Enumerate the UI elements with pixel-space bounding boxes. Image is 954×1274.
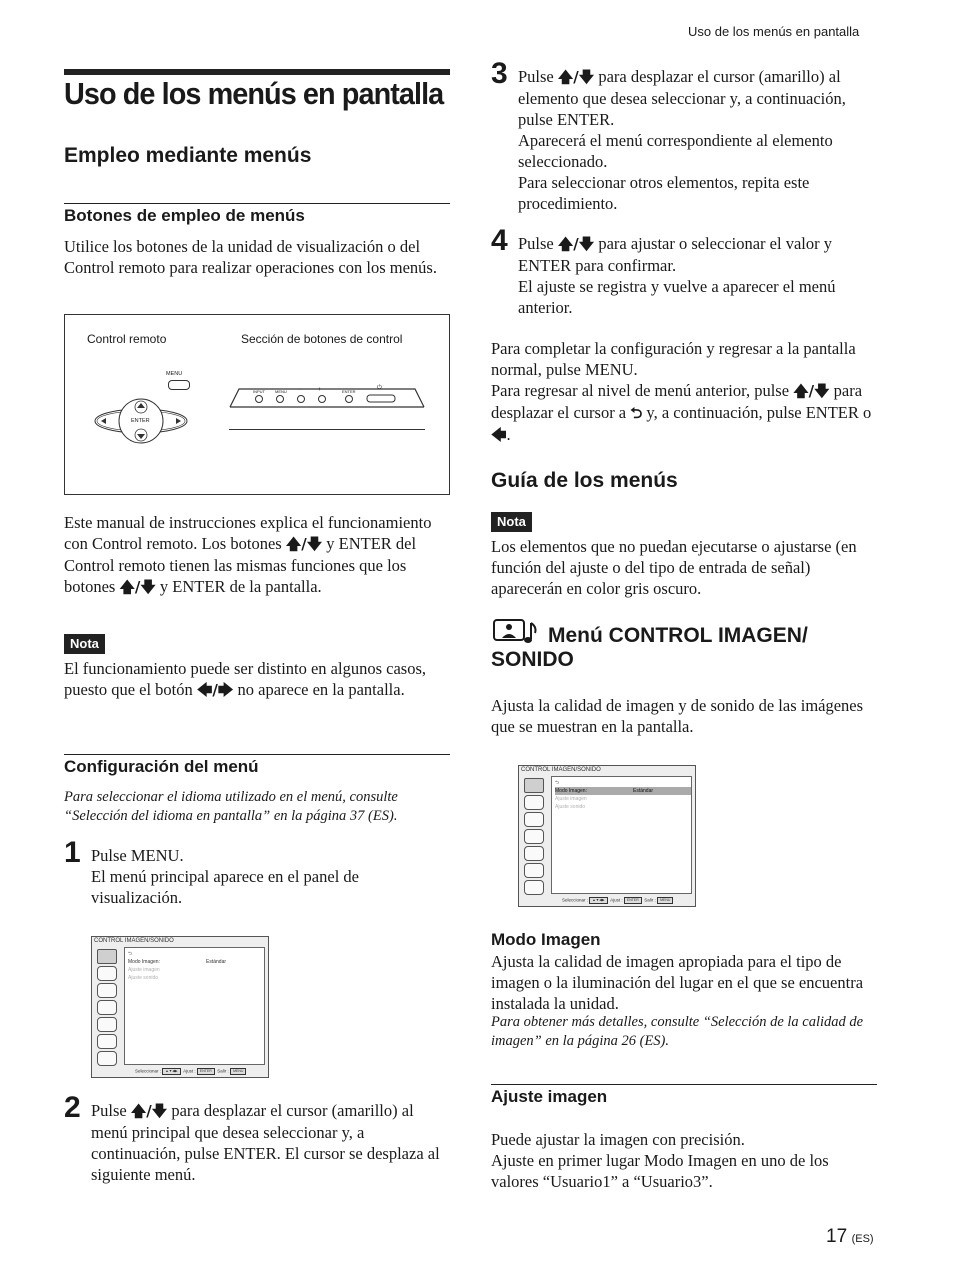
guide-nota-paragraph: Los elementos que no puedan ejecutarse o ajustarse (en función del ajuste o del tipo de entrada de señal) aparecerán en color gris oscuro. <box>491 537 857 598</box>
page-number: 17 (ES) <box>826 1226 874 1247</box>
menu-icon <box>524 880 544 895</box>
return-icon: ⮌ <box>630 404 643 422</box>
menu-icon <box>97 983 117 998</box>
language-note: Para seleccionar el idioma utilizado en el menú, consulte “Selección del idioma en pantalla” en la página 37 (ES). <box>64 789 398 824</box>
up-down-arrows-icon: 🡅/🡇 <box>557 235 595 253</box>
menu-footer: Seleccionar : ▲▼◀▶ Ajust : ENTER Salir : MENU <box>135 1068 246 1075</box>
up-down-arrows-icon: 🡅/🡇 <box>557 68 595 86</box>
menu-row: Ajuste imagen <box>555 796 587 802</box>
menu-sidebar <box>95 947 120 1065</box>
menu-title: CONTROL IMAGEN/SONIDO <box>94 938 174 944</box>
botones-paragraph: Utilice los botones de la unidad de visualización o del Control remoto para realizar operaciones con los menús. <box>64 237 437 277</box>
up-down-arrows-icon: 🡅/🡇 <box>119 578 156 596</box>
left-right-arrows-icon: 🡄/🡆 <box>196 681 234 699</box>
left-arrow-icon: 🡄 <box>491 426 507 444</box>
picture-sound-icon <box>97 949 117 964</box>
panel-label-power: ⏻ <box>377 385 382 391</box>
panel-base-line <box>229 429 425 430</box>
panel-label-menu: MENU <box>275 389 287 394</box>
section-heading-empleo: Empleo mediante menús <box>64 144 312 167</box>
buttons-figure <box>64 314 450 495</box>
menu-icon <box>97 1000 117 1015</box>
menu-row: ⮌ <box>128 951 133 957</box>
menu-row: Ajuste imagen <box>128 967 160 973</box>
menu-icon <box>524 829 544 844</box>
menu-icon <box>524 795 544 810</box>
menu-footer: Seleccionar : ▲▼◀▶ Ajust : ENTER Salir : MENU <box>562 897 673 904</box>
up-down-arrows-icon: 🡅/🡇 <box>793 382 830 400</box>
menu-intro-paragraph: Ajusta la calidad de imagen y de sonido de las imágenes que se muestran en la pantalla. <box>491 696 864 736</box>
menu-screenshot <box>91 936 269 1078</box>
subheading-ajuste-imagen: Ajuste imagen <box>491 1087 608 1106</box>
menu-row: ⮌ <box>555 780 560 786</box>
menu-heading-line1: Menú CONTROL IMAGEN/ <box>548 624 808 647</box>
manual-paragraph: Este manual de instrucciones explica el funcionamiento con Control remoto. Los botones 🡅/🡇 y ENTER del Control remoto tienen las mismas funciones que los botones 🡅/🡇 y ENTER de la pantalla. <box>64 513 432 596</box>
running-header: Uso de los menús en pantalla <box>688 24 860 39</box>
remote-menu-button <box>168 380 190 390</box>
figure-label-remote: Control remoto <box>87 332 167 346</box>
menu-icon <box>97 1017 117 1032</box>
menu-row-selected: Modo Imagen: Estándar <box>555 787 691 795</box>
page-title: Uso de los menús en pantalla <box>64 76 444 111</box>
nota-badge: Nota <box>491 512 532 532</box>
nota-paragraph: El funcionamiento puede ser distinto en algunos casos, puesto que el botón 🡄/🡆 no aparece en la pantalla. <box>64 659 427 699</box>
step-number-2: 2 <box>64 1091 81 1124</box>
menu-icon <box>97 1034 117 1049</box>
modo-imagen-paragraph: Ajusta la calidad de imagen apropiada para el tipo de imagen o la iluminación del lugar en el que se encuentra instalada la unidad. <box>491 952 864 1013</box>
remote-enter-label: ENTER <box>131 418 150 424</box>
section-heading-guia: Guía de los menús <box>491 469 678 492</box>
menu-icon <box>97 966 117 981</box>
step-number-4: 4 <box>491 224 508 257</box>
nota-badge: Nota <box>64 634 105 654</box>
step-1-text: Pulse MENU. El menú principal aparece en el panel de visualización. <box>91 846 359 907</box>
subheading-configuracion: Configuración del menú <box>64 757 259 776</box>
panel-label-plus: + <box>318 387 322 393</box>
menu-icon <box>97 1051 117 1066</box>
figure-label-control-section: Sección de botones de control <box>241 332 403 346</box>
complete-paragraph: Para completar la configuración y regresar a la pantalla normal, pulse MENU. Para regresar al nivel de menú anterior, pulse 🡅/🡇 para desplazar el cursor a ⮌ y, a continuación, pulse ENTER o 🡄. <box>491 339 872 444</box>
step-4-text: Pulse 🡅/🡇 para ajustar o seleccionar el valor y ENTER para confirmar. El ajuste se registra y vuelve a aparecer el menú anterior. <box>518 234 836 317</box>
menu-icon <box>524 812 544 827</box>
subheading-modo-imagen: Modo Imagen <box>491 930 601 949</box>
up-down-arrows-icon: 🡅/🡇 <box>130 1102 168 1120</box>
panel-label-input: INPUT <box>253 389 265 394</box>
menu-panel <box>551 776 692 894</box>
menu-icon <box>524 863 544 878</box>
remote-menu-label: MENU <box>166 371 183 377</box>
ajuste-imagen-paragraph: Puede ajustar la imagen con precisión. Ajuste en primer lugar Modo Imagen en uno de los valores “Usuario1” a “Usuario3”. <box>491 1130 829 1191</box>
menu-row: Ajuste sonido <box>555 804 586 810</box>
divider <box>491 1084 877 1085</box>
picture-sound-icon <box>524 778 544 793</box>
menu-heading-line2: SONIDO <box>491 648 574 671</box>
picture-sound-menu-icon <box>493 619 539 645</box>
menu-sidebar <box>522 776 547 894</box>
panel-label-minus: – <box>298 387 302 393</box>
step-2-text: Pulse 🡅/🡇 para desplazar el cursor (amarillo) al menú principal que desea seleccionar y, a continuación, pulse ENTER. El cursor se desplaza al siguiente menú. <box>91 1101 440 1184</box>
menu-row: Modo Imagen: Estándar <box>128 959 227 965</box>
divider <box>64 754 450 755</box>
menu-row: Ajuste sonido <box>128 975 159 981</box>
panel-label-enter: ENTER <box>342 389 356 394</box>
menu-screenshot <box>518 765 696 907</box>
menu-title: CONTROL IMAGEN/SONIDO <box>521 767 601 773</box>
menu-icon <box>524 846 544 861</box>
modo-imagen-note: Para obtener más detalles, consulte “Selección de la calidad de imagen” en la página 26 (ES). <box>491 1014 864 1049</box>
step-3-text: Pulse 🡅/🡇 para desplazar el cursor (amarillo) al elemento que desea seleccionar y, a continuación, pulse ENTER. Aparecerá el menú correspondiente al elemento seleccionado. Para seleccionar otros elementos, repita este procedimiento. <box>518 67 846 213</box>
divider <box>64 203 450 204</box>
subheading-botones: Botones de empleo de menús <box>64 206 305 225</box>
title-rule <box>64 69 450 75</box>
up-down-arrows-icon: 🡅/🡇 <box>285 535 323 553</box>
menu-panel <box>124 947 265 1065</box>
step-number-1: 1 <box>64 836 81 869</box>
step-number-3: 3 <box>491 57 508 90</box>
